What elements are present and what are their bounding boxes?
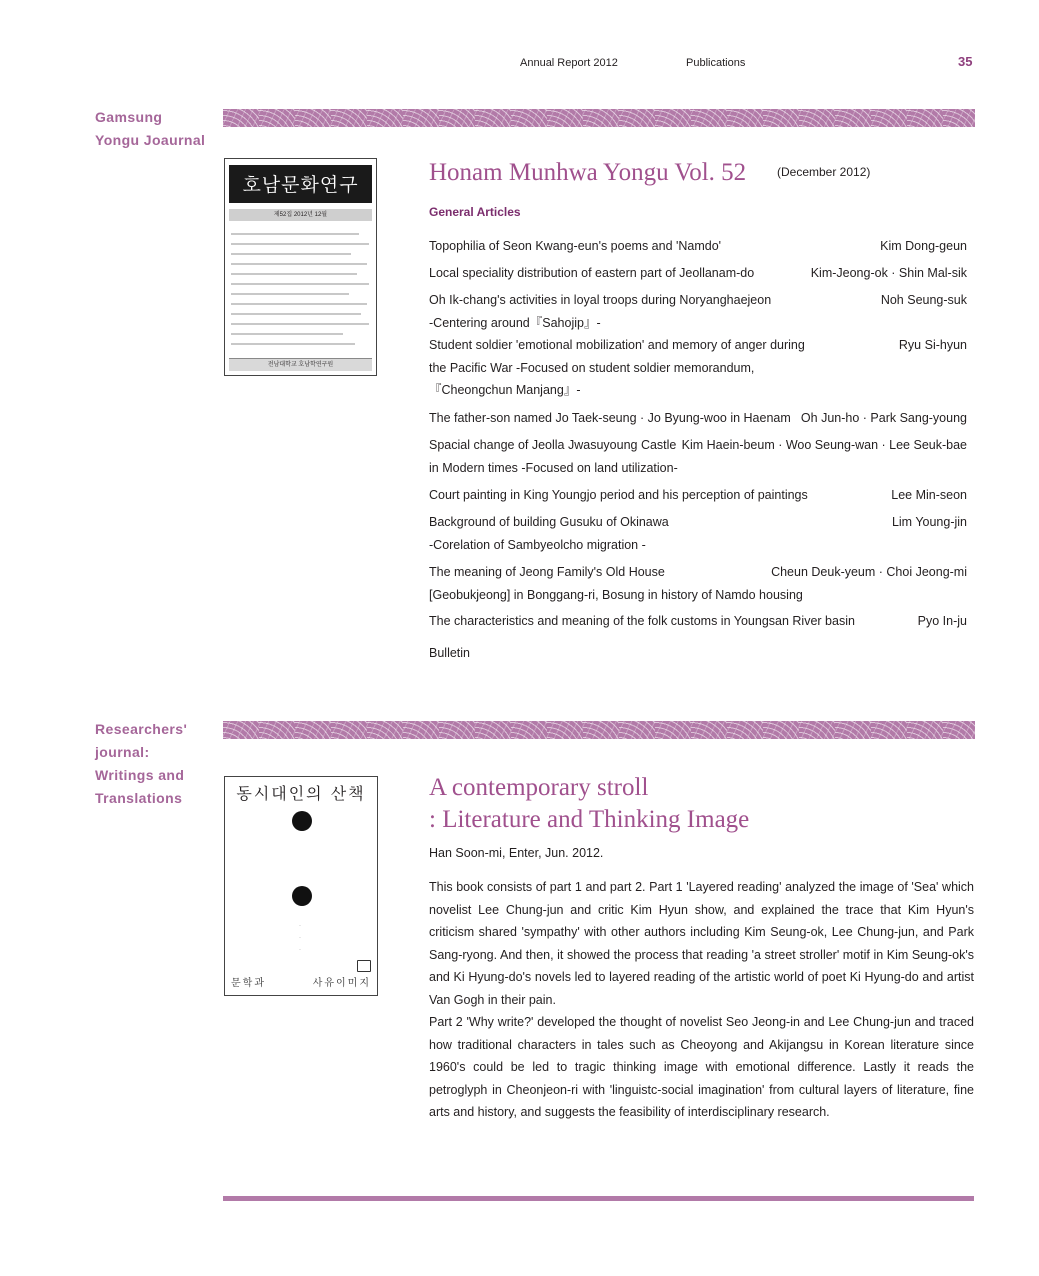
article-title-cont: in Modern times -Focused on land utilization- — [429, 460, 678, 475]
cover-bottom-left: 문학과 — [231, 978, 266, 989]
cover-bottom-right: 사유이미지 — [312, 978, 371, 989]
article-entry — [429, 511, 967, 556]
journal-date: (December 2012) — [777, 165, 871, 179]
article-author: Oh Jun-ho · Park Sang-young — [800, 411, 967, 425]
cover-toc-line — [231, 233, 359, 235]
cover-publisher: 전남대학교 호남학연구원 — [229, 358, 372, 371]
article-title: The meaning of Jeong Family's Old House — [429, 565, 665, 579]
article-author: Pyo In-ju — [917, 614, 967, 628]
side-label-line: Translations — [95, 790, 183, 806]
article-author: Cheun Deuk-yeum · Choi Jeong-mi — [771, 565, 967, 579]
article-title: Spacial change of Jeolla Jwasuyoung Castle — [429, 438, 677, 452]
cover-issue: 제52집 2012년 12월 — [229, 209, 372, 221]
article-title-cont: -Centering around『Sahojip』- — [429, 315, 601, 330]
article-entry — [429, 235, 967, 258]
article-entry — [429, 407, 967, 430]
article-entry — [429, 262, 967, 285]
article-entry — [429, 334, 967, 402]
bottom-rule — [223, 1196, 974, 1201]
cover-toc-line — [231, 343, 355, 345]
cover-toc-line — [231, 293, 349, 295]
article-entry — [429, 610, 967, 633]
article-author: Kim-Jeong-ok · Shin Mal-sik — [810, 266, 967, 280]
cover-toc-line — [231, 303, 367, 305]
side-label-line: Gamsung — [95, 109, 163, 125]
cover-toc-line — [231, 283, 369, 285]
article-author: Kim Dong-geun — [880, 239, 967, 253]
article-title: Local speciality distribution of eastern part of Jeollanam-do — [429, 266, 755, 280]
journal-cover-image — [224, 158, 377, 376]
book-title-line2: : Literature and Thinking Image — [429, 806, 750, 833]
decorative-band — [223, 721, 975, 739]
book-description — [429, 876, 974, 1124]
cover-title: 호남문화연구 — [229, 165, 372, 203]
article-entry — [429, 434, 967, 479]
book-title-line1: A contemporary stroll — [429, 774, 649, 801]
cover-toc-line — [231, 263, 367, 265]
article-title-cont: [Geobukjeong] in Bonggang-ri, Bosung in history of Namdo housing — [429, 587, 803, 602]
side-label-line: Researchers' — [95, 721, 188, 737]
cover-title: 동시대인의 산책 — [236, 784, 366, 803]
article-title: The characteristics and meaning of the folk customs in Youngsan River basin — [429, 614, 855, 628]
side-label-line: Yongu Joaurnal — [95, 132, 206, 148]
article-list — [429, 235, 968, 655]
page-number: 35 — [958, 54, 973, 69]
decorative-band — [223, 109, 975, 127]
book-byline: Han Soon-mi, Enter, Jun. 2012. — [429, 846, 604, 860]
article-title-cont: -Corelation of Sambyeolcho migration - — [429, 537, 646, 552]
cover-toc-line — [231, 333, 343, 335]
section1-side-label — [95, 106, 205, 152]
description-paragraph: Part 2 'Why write?' developed the thought of novelist Seo Jeong-in and Lee Chung-jun and traced how traditional characters in tales such as Cheoyong and Akijangsu in Korean literature since 1960's could be led to tragic thinking image with emotional difference. Lastly it reads the petroglyph in Cheonjeon-ri with 'linguistc-social imagination' from cultural layers of literature, fine arts and history, and suggests the feasibility of interdisciplinary research. — [429, 1015, 974, 1119]
article-author: Kim Haein-beum · Woo Seung-wan · Lee Seuk-bae — [681, 438, 967, 452]
publisher-logo-icon — [357, 960, 371, 972]
cover-toc-line — [231, 313, 361, 315]
article-title-cont: 『Cheongchun Manjang』- — [429, 383, 581, 397]
cover-small-mark: · — [299, 947, 301, 953]
cover-small-mark: · — [299, 923, 301, 929]
book-cover-image — [224, 776, 378, 996]
cover-toc-line — [231, 243, 369, 245]
article-title: Student soldier 'emotional mobilization' and memory of anger during — [429, 338, 805, 352]
side-label-line: Writings and — [95, 767, 185, 783]
cover-dot — [292, 886, 312, 906]
general-articles-heading: General Articles — [429, 205, 521, 219]
section2-side-label — [95, 718, 187, 810]
cover-toc-line — [231, 273, 357, 275]
article-entry — [429, 289, 967, 334]
cover-dot — [292, 811, 312, 831]
article-title: Court painting in King Youngjo period and his perception of paintings — [429, 488, 808, 502]
cover-toc-line — [231, 323, 369, 325]
article-author: Lee Min-seon — [891, 488, 967, 502]
article-author: Lim Young-jin — [891, 515, 967, 529]
article-title: Topophilia of Seon Kwang-eun's poems and 'Namdo' — [429, 239, 722, 253]
journal-title: Honam Munhwa Yongu Vol. 52 — [429, 159, 747, 186]
article-title: The father-son named Jo Taek-seung · Jo Byung-woo in Haenam — [429, 411, 791, 425]
bulletin-label: Bulletin — [429, 646, 470, 660]
cover-small-mark: · — [299, 935, 301, 941]
article-entry — [429, 561, 967, 606]
cover-bottom-text — [231, 974, 371, 989]
side-label-line: journal: — [95, 744, 150, 760]
article-entry — [429, 484, 967, 507]
article-author: Noh Seung-suk — [880, 293, 967, 307]
article-title: Background of building Gusuku of Okinawa — [429, 515, 669, 529]
article-author: Ryu Si-hyun — [898, 338, 967, 352]
description-paragraph: This book consists of part 1 and part 2. Part 1 'Layered reading' analyzed the image of 'Sea' which novelist Lee Chung-jun and critic Kim Hyun show, and explained the trace that Kim Hyun's criticism shared 'sympathy' with other authors including Kim Seung-ok, Lee Chung-jun, and Park Sang-ryong. And then, it showed the process that reading 'a street stroller' motif in Kim Seung-ok's and Ki Hyung-do's novels led to layered reading of the artistic world of poet Ki Hyung-do and artist Van Gogh in their pain. — [429, 880, 974, 1007]
running-header-report: Annual Report 2012 — [520, 57, 618, 69]
article-title: Oh Ik-chang's activities in loyal troops during Noryanghaejeon — [429, 293, 772, 307]
running-header-section: Publications — [686, 57, 746, 69]
cover-toc-line — [231, 253, 351, 255]
article-title-cont: the Pacific War -Focused on student soldier memorandum, — [429, 360, 755, 375]
book-title — [429, 772, 749, 836]
